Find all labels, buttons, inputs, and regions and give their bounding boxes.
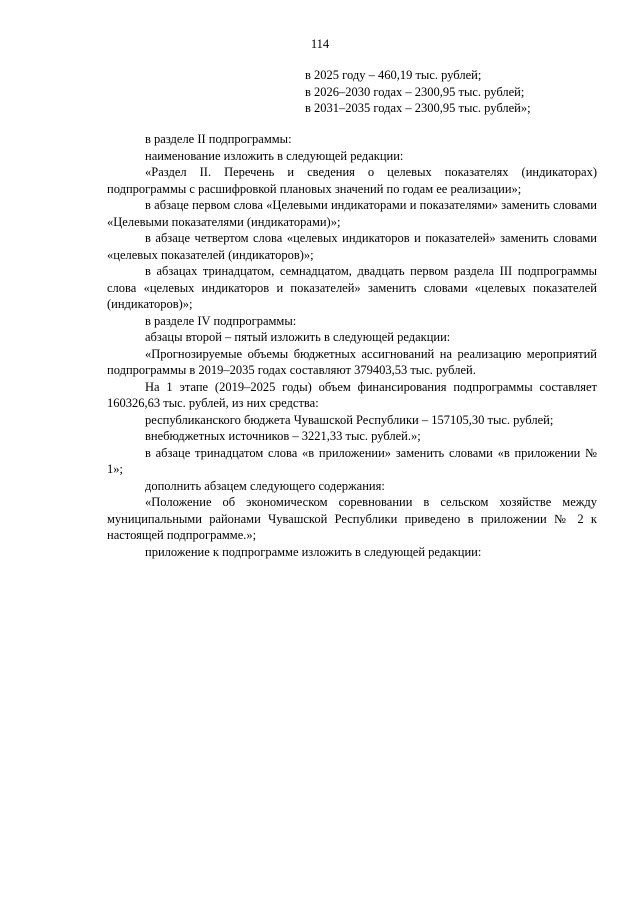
funding-line-2025: в 2025 году – 460,19 тыс. рублей;	[305, 68, 482, 82]
paragraph: дополнить абзацем следующего содержания:	[145, 478, 385, 493]
paragraph: На 1 этапе (2019–2025 годы) объем финансирования подпрограммы составляет 160326,63 тыс. рублей, из них средства:	[107, 379, 597, 410]
paragraph: в разделе II подпрограммы:	[145, 132, 292, 146]
paragraph: в абзаце первом слова «Целевыми индикаторами и показателями» заменить словами «Целевыми показателями (индикаторами)»;	[107, 198, 597, 229]
funding-line-2026-2030: в 2026–2030 годах – 2300,95 тыс. рублей;	[305, 84, 525, 99]
funding-by-year-list	[305, 67, 531, 117]
paragraph: в абзацах тринадцатом, семнадцатом, двадцать первом раздела III подпрограммы слова «целевых индикаторов и показателей» заменить словами «целевых показателей (индикаторов)»;	[107, 264, 597, 311]
paragraph: «Положение об экономическом соревновании в сельском хозяйстве между муниципальными районами Чувашской Республики приведено в приложении № 2 к настоящей подпрограмме.»;	[107, 495, 597, 542]
paragraph: абзацы второй – пятый изложить в следующей редакции:	[145, 330, 451, 344]
document-body	[107, 131, 597, 560]
paragraph: в абзаце четвертом слова «целевых индикаторов и показателей» заменить словами «целевых показателей (индикаторов)»;	[107, 231, 597, 262]
page-number: 114	[310, 37, 330, 51]
paragraph: в разделе IV подпрограммы:	[145, 313, 297, 328]
funding-line-2031-2035: в 2031–2035 годах – 2300,95 тыс. рублей»;	[305, 101, 531, 115]
paragraph: республиканского бюджета Чувашской Республики – 157105,30 тыс. рублей;	[145, 412, 554, 427]
paragraph: «Прогнозируемые объемы бюджетных ассигнований на реализацию мероприятий подпрограммы в 2019–2035 годах составляют 379403,53 тыс. рублей.	[107, 346, 597, 377]
paragraph: приложение к подпрограмме изложить в следующей редакции:	[145, 544, 482, 559]
paragraph: «Раздел II. Перечень и сведения о целевых показателях (индикаторах) подпрограммы с расшифровкой плановых значений по годам ее реализации»;	[107, 165, 597, 196]
paragraph: в абзаце тринадцатом слова «в приложении» заменить словами «в приложении № 1»;	[107, 445, 597, 476]
paragraph: внебюджетных источников – 3221,33 тыс. рублей.»;	[145, 429, 421, 443]
paragraph: наименование изложить в следующей редакции:	[145, 148, 404, 163]
